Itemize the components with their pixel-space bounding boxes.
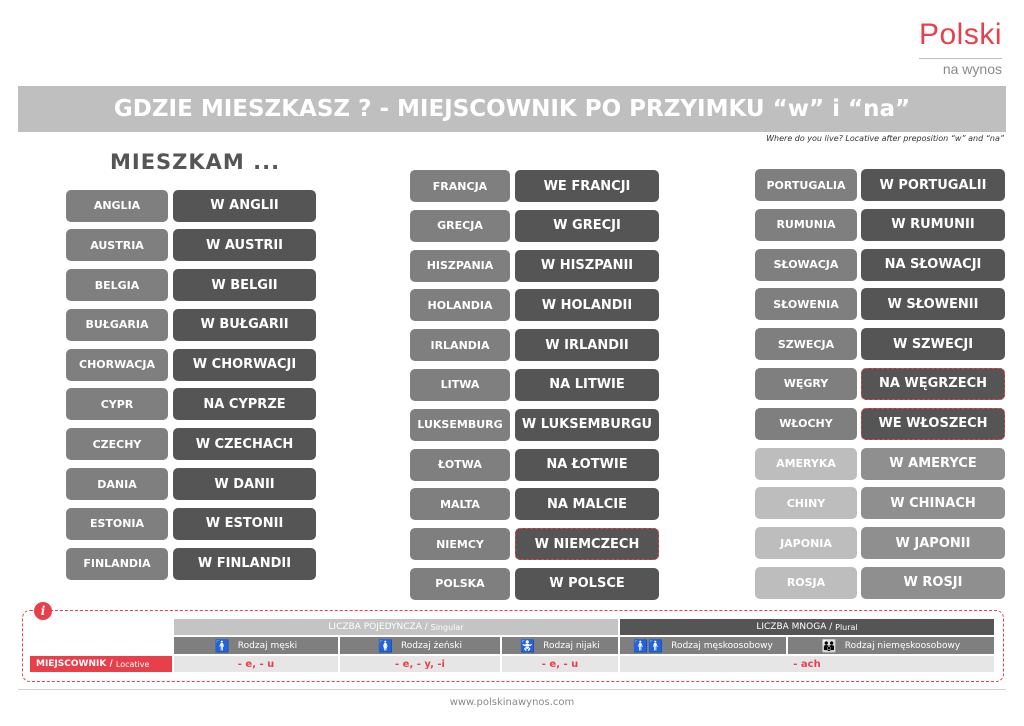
locative-phrase: W PORTUGALII <box>861 169 1005 201</box>
locative-phrase: NA MALCIE <box>515 488 659 520</box>
locative-phrase: W POLSCE <box>515 568 659 600</box>
country-name: IRLANDIA <box>410 329 510 361</box>
singular-label: LICZBA POJEDYNCZA <box>328 622 422 632</box>
locative-phrase: WE FRANCJI <box>515 170 659 202</box>
plural-nonpersonal-label: Rodzaj niemęskoosobowy <box>844 640 961 651</box>
locative-phrase: NA SŁOWACJI <box>861 249 1005 281</box>
family-icon: 👪 <box>821 638 837 653</box>
man-icon: 🚹 <box>214 638 230 653</box>
locative-phrase: W FINLANDII <box>173 548 316 580</box>
ending-feminine: - e, - y, -i <box>340 656 500 672</box>
locative-phrase: NA LITWIE <box>515 369 659 401</box>
gender-masculine <box>174 637 338 654</box>
section-heading: MIESZKAM ... <box>110 150 281 174</box>
country-name: PORTUGALIA <box>755 169 857 201</box>
country-name: POLSKA <box>410 568 510 600</box>
country-name: LITWA <box>410 369 510 401</box>
footer-url[interactable]: www.polskinawynos.com <box>449 697 575 708</box>
locative-phrase: W BELGII <box>173 269 316 301</box>
ending-masculine: - e, - u <box>174 656 338 672</box>
country-name: LUKSEMBURG <box>410 409 510 441</box>
country-name: SŁOWENIA <box>755 288 857 320</box>
locative-phrase: NA WĘGRZECH <box>861 368 1005 400</box>
page-subtitle: Where do you live? Locative after preposition “w” and “na” <box>766 134 1004 143</box>
gender-masculine-label: Rodzaj męski <box>237 640 298 651</box>
plural-personal <box>620 637 786 654</box>
men-icon: 🚹🚹 <box>633 638 664 653</box>
locative-phrase: W CHORWACJI <box>173 349 316 381</box>
info-icon: i <box>34 602 52 620</box>
locative-phrase: W ANGLII <box>173 190 316 222</box>
locative-phrase: W JAPONII <box>861 527 1005 559</box>
country-name: AMERYKA <box>755 448 857 480</box>
gender-feminine-label: Rodzaj żeński <box>400 640 462 651</box>
country-name: DANIA <box>66 468 168 500</box>
plural-personal-label: Rodzaj męskoosobowy <box>671 640 773 651</box>
country-name: AUSTRIA <box>66 229 168 261</box>
locative-phrase: W AMERYCE <box>861 448 1005 480</box>
country-name: HOLANDIA <box>410 289 510 321</box>
locative-phrase: W SŁOWENII <box>861 288 1005 320</box>
locative-phrase: W ESTONII <box>173 508 316 540</box>
country-name: CZECHY <box>66 428 168 460</box>
locative-phrase: W SZWECJI <box>861 328 1005 360</box>
locative-phrase: W AUSTRII <box>173 229 316 261</box>
country-name: SŁOWACJA <box>755 249 857 281</box>
case-label-en: Locative <box>115 659 150 669</box>
singular-label-en: Singular <box>430 622 464 632</box>
locative-phrase: W DANII <box>173 468 316 500</box>
country-name: MALTA <box>410 488 510 520</box>
country-name: ŁOTWA <box>410 449 510 481</box>
ending-neuter: - e, - u <box>502 656 618 672</box>
locative-phrase: W CHINACH <box>861 487 1005 519</box>
country-name: NIEMCY <box>410 528 510 560</box>
woman-icon: 🚺 <box>378 638 393 653</box>
singular-header: LICZBA POJEDYNCZA / Singular <box>174 619 618 635</box>
gender-feminine <box>340 637 500 654</box>
locative-phrase: W NIEMCZECH <box>515 528 659 560</box>
country-name: ROSJA <box>755 567 857 599</box>
country-name: GRECJA <box>410 210 510 242</box>
locative-phrase: W ROSJI <box>861 567 1005 599</box>
locative-phrase: W RUMUNII <box>861 209 1005 241</box>
plural-header: LICZBA MNOGA / Plural <box>620 619 994 635</box>
country-name: ESTONIA <box>66 508 168 540</box>
locative-phrase: NA ŁOTWIE <box>515 449 659 481</box>
locative-phrase: W GRECJI <box>515 210 659 242</box>
country-name: ANGLIA <box>66 190 168 222</box>
locative-phrase: NA CYPRZE <box>173 388 316 420</box>
footer-divider <box>18 689 1006 690</box>
country-name: SZWECJA <box>755 328 857 360</box>
country-name: HISZPANIA <box>410 250 510 282</box>
locative-phrase: W LUKSEMBURGU <box>515 409 659 441</box>
gender-neuter <box>502 637 618 654</box>
country-name: CHORWACJA <box>66 349 168 381</box>
child-icon: 🚼 <box>520 638 536 653</box>
ending-plural: - ach <box>620 656 994 672</box>
country-name: CYPR <box>66 388 168 420</box>
case-label: MIEJSCOWNIK / Locative <box>30 656 172 672</box>
country-name: BUŁGARIA <box>66 309 168 341</box>
plural-nonpersonal <box>788 637 994 654</box>
country-name: CHINY <box>755 487 857 519</box>
country-name: RUMUNIA <box>755 209 857 241</box>
logo <box>919 18 1002 77</box>
locative-phrase: W IRLANDII <box>515 329 659 361</box>
gender-neuter-label: Rodzaj nijaki <box>543 640 600 651</box>
case-label-pl: MIEJSCOWNIK <box>36 659 107 669</box>
country-name: FINLANDIA <box>66 548 168 580</box>
logo-sub: na wynos <box>919 58 1002 77</box>
locative-phrase: W HOLANDII <box>515 289 659 321</box>
locative-phrase: W CZECHACH <box>173 428 316 460</box>
plural-label-en: Plural <box>835 622 858 632</box>
country-name: JAPONIA <box>755 527 857 559</box>
plural-label: LICZBA MNOGA <box>756 622 827 632</box>
page-title: GDZIE MIESZKASZ ? - MIEJSCOWNIK PO PRZYIMKU “w” i “na” <box>18 86 1006 132</box>
country-name: FRANCJA <box>410 170 510 202</box>
country-name: WŁOCHY <box>755 408 857 440</box>
country-name: WĘGRY <box>755 368 857 400</box>
locative-phrase: WE WŁOSZECH <box>861 408 1005 440</box>
locative-phrase: W HISZPANII <box>515 250 659 282</box>
logo-main: Polski <box>918 18 1002 51</box>
locative-phrase: W BUŁGARII <box>173 309 316 341</box>
country-name: BELGIA <box>66 269 168 301</box>
